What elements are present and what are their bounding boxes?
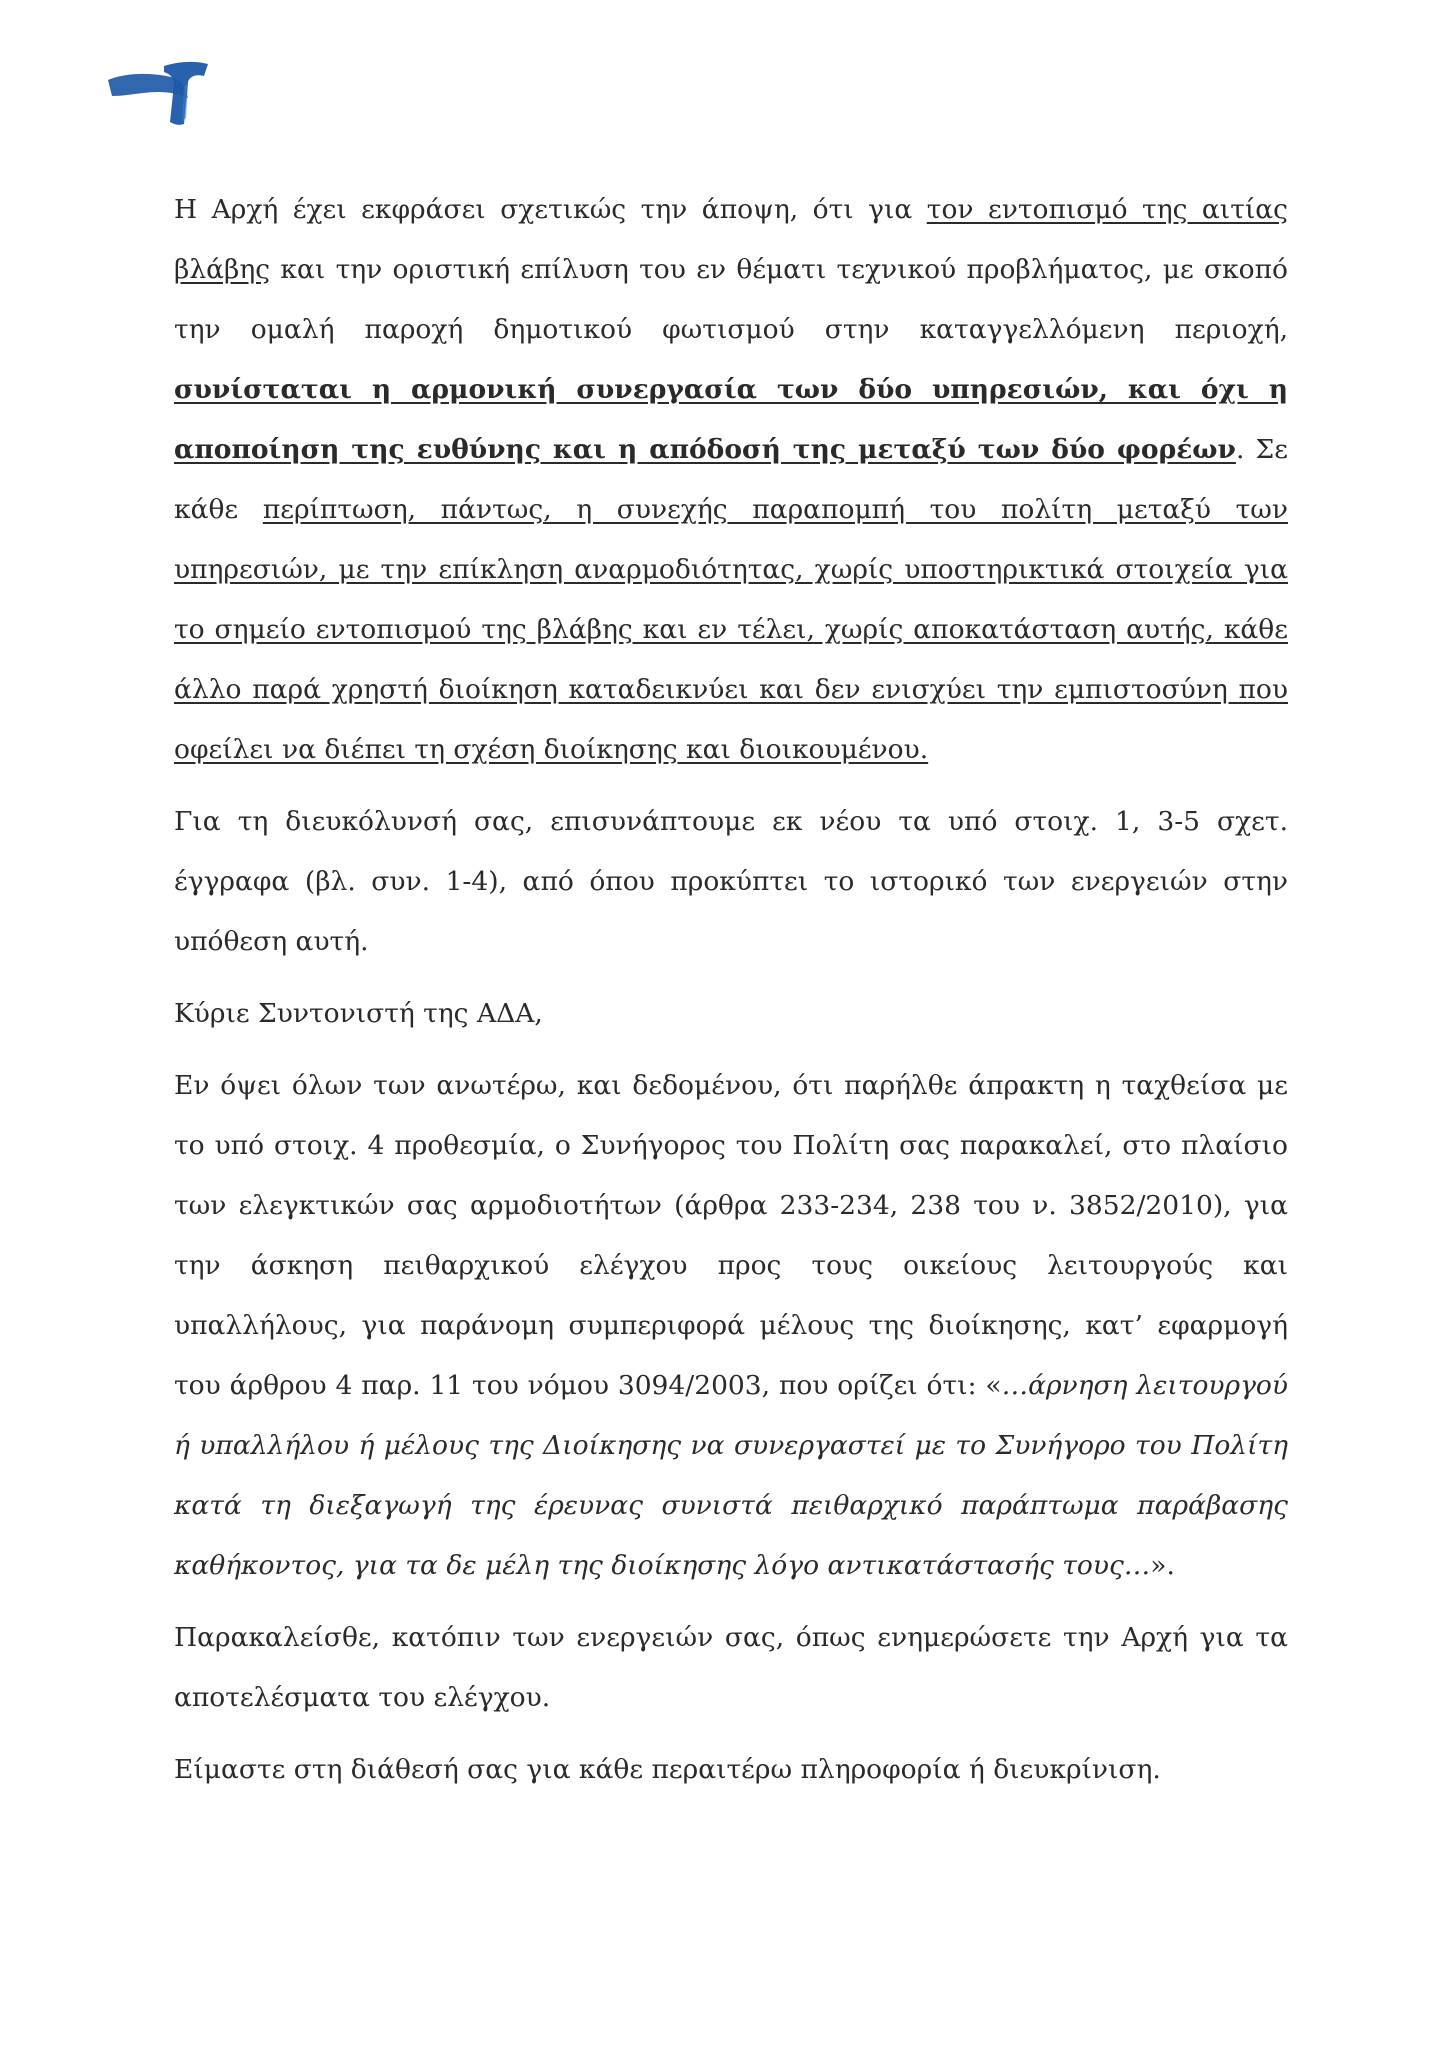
letter-body bbox=[174, 180, 1288, 1812]
paragraph-2: Για τη διευκόλυνσή σας, επισυνάπτουμε εκ νέου τα υπό στοιχ. 1, 3-5 σχετ. έγγραφα (βλ. συν. 1-4), από όπου προκύπτει το ιστορικό των ενεργειών στην υπόθεση αυτή. bbox=[174, 806, 1288, 957]
ombudsman-logo-icon bbox=[104, 58, 216, 128]
paragraph-5: Παρακαλείσθε, κατόπιν των ενεργειών σας, όπως ενημερώσετε την Αρχή για τα αποτελέσματα του ελέγχου. bbox=[174, 1622, 1288, 1713]
p4-quoted-law: …άρνηση λειτουργού ή υπαλλήλου ή μέλους της Διοίκησης να συνεργαστεί με το Συνήγορο του Πολίτη κατά τη διεξαγωγή της έρευνας συνιστά πειθαρχικό παράπτωμα παράβασης καθήκοντος, για τα δε μέλη της διοίκησης λόγο αντικατάστασής τους… bbox=[174, 1370, 1288, 1581]
p1-underlined-cause: τον εντοπισμό της αιτίας βλάβης bbox=[174, 194, 1288, 285]
p1-bold-underlined: συνίσταται η αρμονική συνεργασία των δύο υπηρεσιών, και όχι η αποποίηση της ευθύνης και η απόδοσή της μεταξύ των δύο φορέων bbox=[174, 374, 1288, 465]
paragraph-4 bbox=[174, 1056, 1288, 1596]
p1-text-a: Η Αρχή έχει εκφράσει σχετικώς την άποψη, ότι για bbox=[174, 194, 927, 225]
p1-text-c: . Σε κάθε bbox=[174, 434, 1288, 525]
salutation: Κύριε Συντονιστή της ΑΔΑ, bbox=[174, 998, 543, 1029]
paragraph-1 bbox=[174, 180, 1288, 780]
p1-text-b: και την οριστική επίλυση του εν θέματι τεχνικού προβλήματος, με σκοπό την ομαλή παροχή δημοτικού φωτισμού στην καταγγελλόμενη περιοχή, bbox=[174, 254, 1288, 345]
paragraph-6: Είμαστε στη διάθεσή σας για κάθε περαιτέρω πληροφορία ή διευκρίνιση. bbox=[174, 1754, 1161, 1785]
p4-text-a: Εν όψει όλων των ανωτέρω, και δεδομένου, ότι παρήλθε άπρακτη η ταχθείσα με το υπό στοιχ. 4 προθεσμία, ο Συνήγορος του Πολίτη σας παρακαλεί, στο πλαίσιο των ελεγκτικών σας αρμοδιοτήτων (άρθρα 233-234, 238 του ν. 3852/2010), για την άσκηση πειθαρχικού ελέγχου προς τους οικείους λειτουργούς και υπαλλήλους, για παράνομη συμπεριφορά μέλους της διοίκησης, κατ’ εφαρμογή του άρθρου 4 παρ. 11 του νόμου 3094/2003, που ορίζει ότι: « bbox=[174, 1070, 1288, 1401]
p4-text-b: ». bbox=[1150, 1550, 1175, 1581]
p1-underlined-conclusion: περίπτωση, πάντως, η συνεχής παραπομπή του πολίτη μεταξύ των υπηρεσιών, με την επίκληση αναρμοδιότητας, χωρίς υποστηρικτικά στοιχεία για το σημείο εντοπισμού της βλάβης και εν τέλει, χωρίς αποκατάσταση αυτής, κάθε άλλο παρά χρηστή διοίκηση καταδεικνύει και δεν ενισχύει την εμπιστοσύνη που οφείλει να διέπει τη σχέση διοίκησης και διοικουμένου. bbox=[174, 494, 1288, 765]
